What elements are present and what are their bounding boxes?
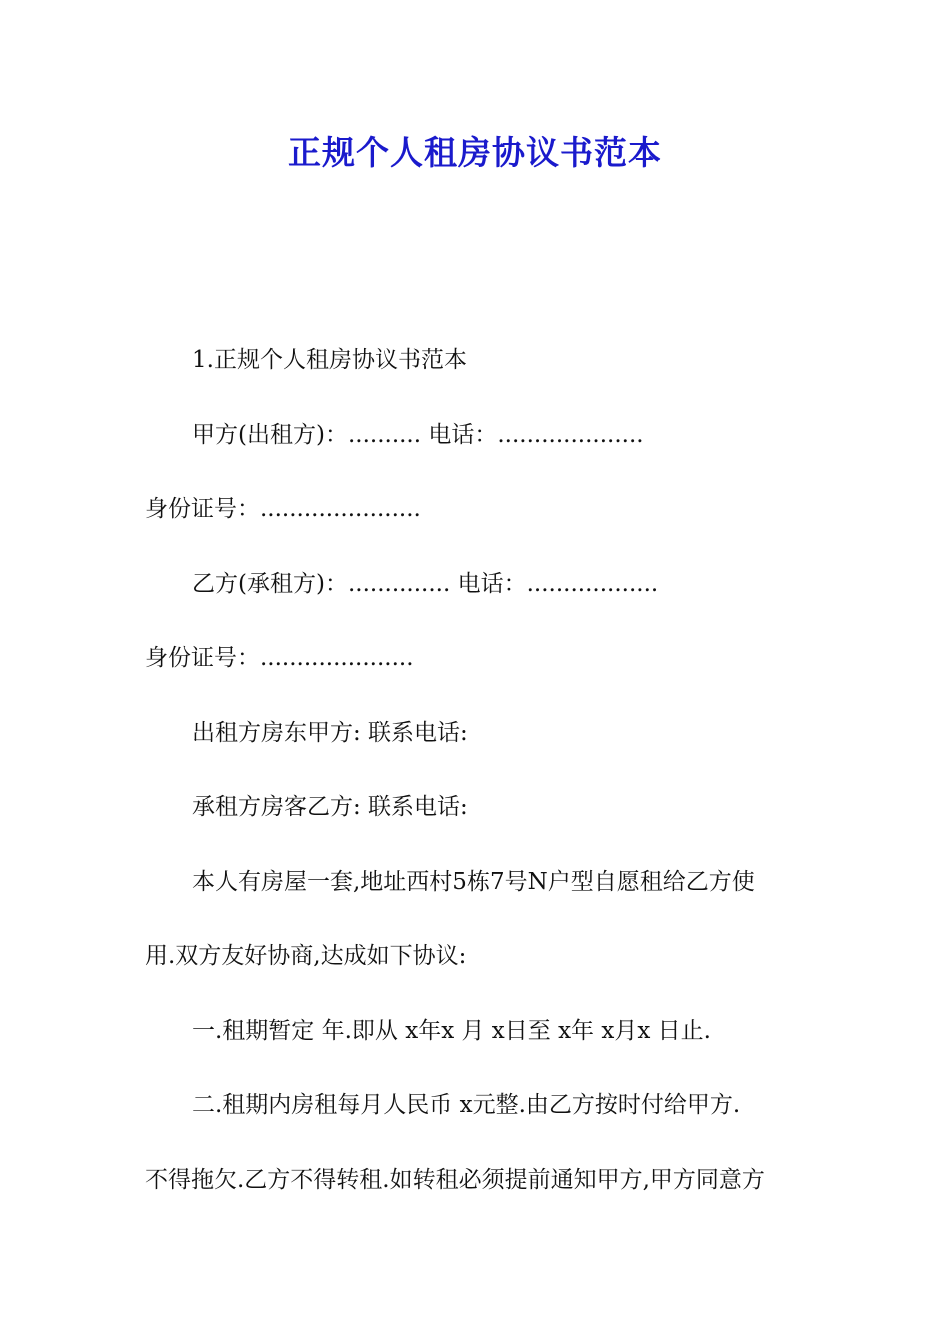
paragraph-line: 身份证号：...................... xyxy=(145,496,421,522)
document-title: 正规个人租房协议书范本 xyxy=(288,133,662,172)
paragraph-line: 用.双方友好协商,达成如下协议: xyxy=(145,943,467,969)
paragraph-line: 一.租期暂定 年.即从 x年x 月 x日至 x年 x月x 日止. xyxy=(192,1017,711,1044)
paragraph-line: 身份证号：..................... xyxy=(145,645,414,671)
paragraph-line: 1.正规个人租房协议书范本 xyxy=(192,347,467,373)
paragraph-line: 本人有房屋一套,地址西村5栋7号N户型自愿租给乙方使 xyxy=(192,868,755,895)
paragraph-line: 不得拖欠.乙方不得转租.如转租必须提前通知甲方,甲方同意方 xyxy=(145,1166,765,1193)
paragraph-line: 二.租期内房租每月人民币 x元整.由乙方按时付给甲方. xyxy=(192,1092,741,1118)
paragraph-line: 甲方(出租方)：.......... 电话：.................... xyxy=(192,421,644,448)
paragraph-line: 乙方(承租方)：.............. 电话：.................. xyxy=(192,570,659,597)
paragraph-line: 承租方房客乙方: 联系电话: xyxy=(192,794,468,820)
paragraph-line: 出租方房东甲方: 联系电话: xyxy=(192,719,468,746)
document-body xyxy=(145,337,817,1231)
